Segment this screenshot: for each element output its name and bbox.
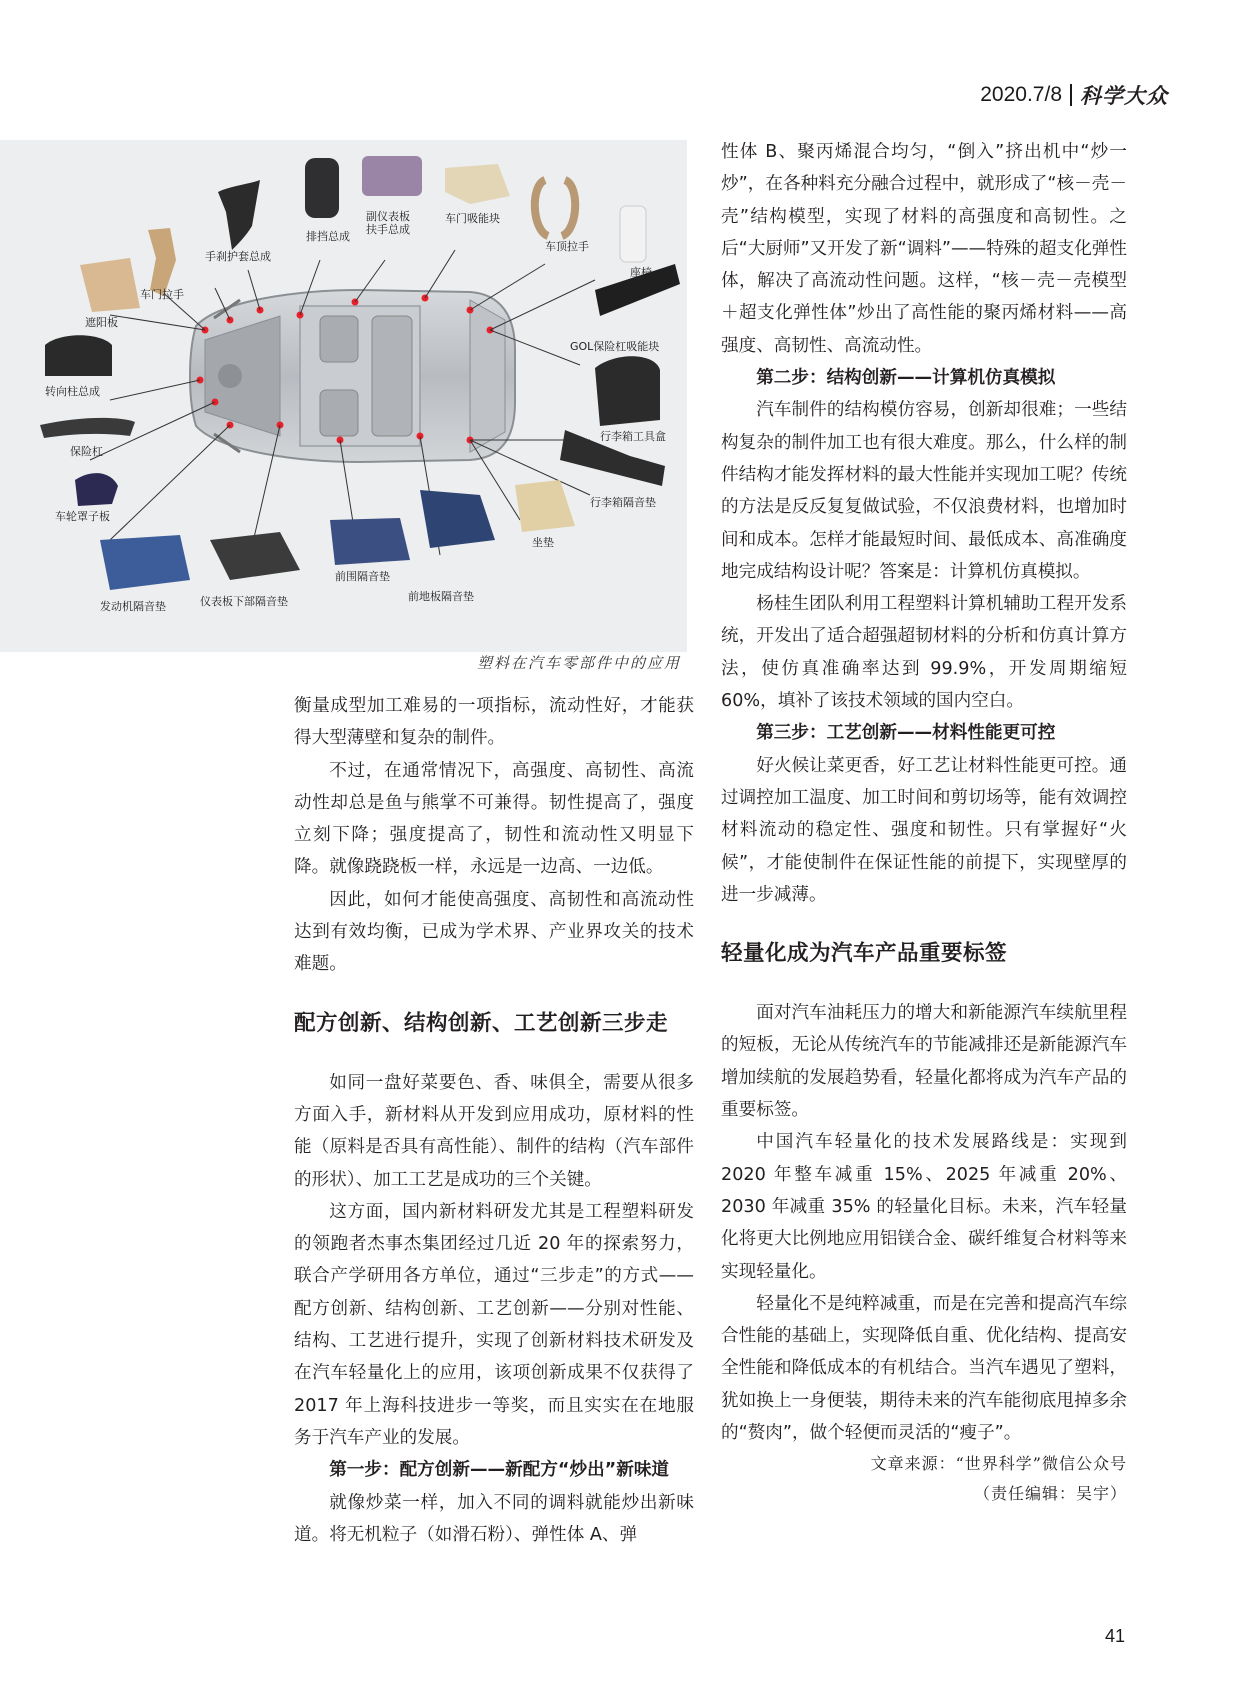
step-heading: 第三步：工艺创新——材料性能更可控	[756, 723, 1056, 744]
figure-caption: 塑料在汽车零部件中的应用	[476, 654, 681, 672]
label-door-handle: 车门拉手	[140, 288, 184, 301]
editor-credit: （责任编辑：吴宇）	[973, 1484, 1127, 1504]
issue-date: 2020.7/8	[980, 83, 1062, 106]
paragraph: 中国汽车轻量化的技术发展路线是：实现到 2020 年整车减重 15%、2025 年减重 20%、2030 年减重 35% 的轻量化目标。未来，汽车轻量化将更大比例地应用铝镁合金、碳纤维复合材料等来实现轻量化。	[721, 1132, 1127, 1282]
label-dash-pad: 仪表板下部隔音垫	[200, 595, 288, 608]
label-sunvisor: 遮阳板	[85, 316, 118, 329]
label-handbrake: 手刹护套总成	[205, 250, 271, 263]
label-seat: 座椅	[630, 266, 652, 279]
car-parts-illustration	[0, 140, 687, 652]
right-column	[721, 136, 1127, 1509]
step-heading: 第二步：结构创新——计算机仿真模拟	[756, 368, 1056, 389]
header-divider	[1070, 84, 1072, 106]
label-shift: 排挡总成	[306, 230, 350, 243]
step-heading: 第一步：配方创新——新配方“炒出”新味道	[329, 1460, 670, 1481]
paragraph: 面对汽车油耗压力的增大和新能源汽车续航里程的短板，无论从传统汽车的节能减排还是新能源汽车增加续航的发展趋势看，轻量化都将成为汽车产品的重要标签。	[721, 1003, 1127, 1121]
label-wheel-liner: 车轮罩子板	[55, 510, 110, 523]
label-front-pad: 前围隔音垫	[335, 570, 390, 583]
paragraph: 衡量成型加工难易的一项指标，流动性好，才能获得大型薄壁和复杂的制件。	[294, 696, 694, 749]
paragraph: 不过，在通常情况下，高强度、高韧性、高流动性却总是鱼与熊掌不可兼得。韧性提高了，强度立刻下降；强度提高了，韧性和流动性又明显下降。就像跷跷板一样，永远是一边高、一边低。	[294, 760, 694, 878]
paragraph: 这方面，国内新材料研发尤其是工程塑料研发的领跑者杰事杰集团经过几近 20 年的探索努力，联合产学研用各方单位，通过“三步走”的方式——配方创新、结构创新、工艺创新——分别对性能、结构、工艺进行提升，实现了创新材料技术研发及在汽车轻量化上的应用，该项创新成果不仅获得了 2017 年上海科技进步一等奖，而且实实在在地服务于汽车产业的发展。	[294, 1201, 694, 1448]
label-bumper: 保险杠	[70, 445, 103, 458]
label-cushion: 坐垫	[532, 536, 554, 549]
section-heading: 轻量化成为汽车产品重要标签	[721, 941, 1008, 967]
paragraph: 性体 B、聚丙烯混合均匀，“倒入”挤出机中“炒一炒”，在各种料充分融合过程中，就形成了“核－壳－壳”结构模型，实现了材料的高强度和高韧性。之后“大厨师”又开发了新“调料”——特殊的超支化弹性体，解决了高流动性问题。这样，“核－壳－壳模型＋超支化弹性体”炒出了高性能的聚丙烯材料——高强度、高韧性、高流动性。	[721, 142, 1127, 356]
label-engine-pad: 发动机隔音垫	[100, 600, 166, 613]
label-steering: 转向柱总成	[45, 385, 100, 398]
label-trunk-pad: 行李箱隔音垫	[590, 496, 656, 509]
page-number: 41	[1104, 1626, 1125, 1646]
label-trunk-box: 行李箱工具盒	[600, 430, 666, 443]
page-header	[980, 80, 1168, 110]
article-source: 文章来源：“世界科学”微信公众号	[870, 1454, 1127, 1474]
label-bumper-block: GOL保险杠吸能块	[570, 340, 660, 353]
label-door-block: 车门吸能块	[445, 212, 500, 225]
magazine-name: 科学大众	[1080, 83, 1168, 108]
label-console: 副仪表板扶手总成	[366, 210, 410, 236]
paragraph: 好火候让菜更香，好工艺让材料性能更可控。通过调控加工温度、加工时间和剪切场等，能有效调控材料流动的稳定性、强度和韧性。只有掌握好“火候”，才能使制件在保证性能的前提下，实现壁厚的进一步减薄。	[721, 755, 1127, 905]
paragraph: 就像炒菜一样，加入不同的调料就能炒出新味道。将无机粒子（如滑石粉）、弹性体 A、弹	[294, 1492, 694, 1545]
paragraph: 杨桂生团队利用工程塑料计算机辅助工程开发系统，开发出了适合超强超韧材料的分析和仿真计算方法，使仿真准确率达到 99.9%，开发周期缩短 60%，填补了该技术领域的国内空白。	[721, 594, 1127, 712]
paragraph: 汽车制件的结构模仿容易，创新却很难；一些结构复杂的制件加工也有很大难度。那么，什么样的制件结构才能发挥材料的最大性能并实现加工呢？传统的方法是反反复复做试验，不仅浪费材料，也增加时间和成本。怎样才能最短时间、最低成本、高准确度地完成结构设计呢？答案是：计算机仿真模拟。	[721, 400, 1127, 582]
label-floor-pad: 前地板隔音垫	[408, 590, 474, 603]
section-heading: 配方创新、结构创新、工艺创新三步走	[294, 1010, 669, 1036]
car-top-view	[190, 290, 515, 462]
left-column	[294, 690, 694, 1551]
paragraph: 如同一盘好菜要色、香、味俱全，需要从很多方面入手，新材料从开发到应用成功，原材料的性能（原料是否具有高性能）、制件的结构（汽车部件的形状）、加工工艺是成功的三个关键。	[294, 1072, 694, 1190]
label-roof-handle: 车顶拉手	[545, 240, 589, 253]
paragraph: 轻量化不是纯粹减重，而是在完善和提高汽车综合性能的基础上，实现降低自重、优化结构、提高安全性能和降低成本的有机结合。当汽车遇见了塑料，犹如换上一身便装，期待未来的汽车能彻底甩掉多余的“赘肉”，做个轻便而灵活的“瘦子”。	[721, 1293, 1127, 1443]
paragraph: 因此，如何才能使高强度、高韧性和高流动性达到有效均衡，已成为学术界、产业界攻关的技术难题。	[294, 889, 694, 975]
car-parts-figure	[0, 140, 687, 652]
